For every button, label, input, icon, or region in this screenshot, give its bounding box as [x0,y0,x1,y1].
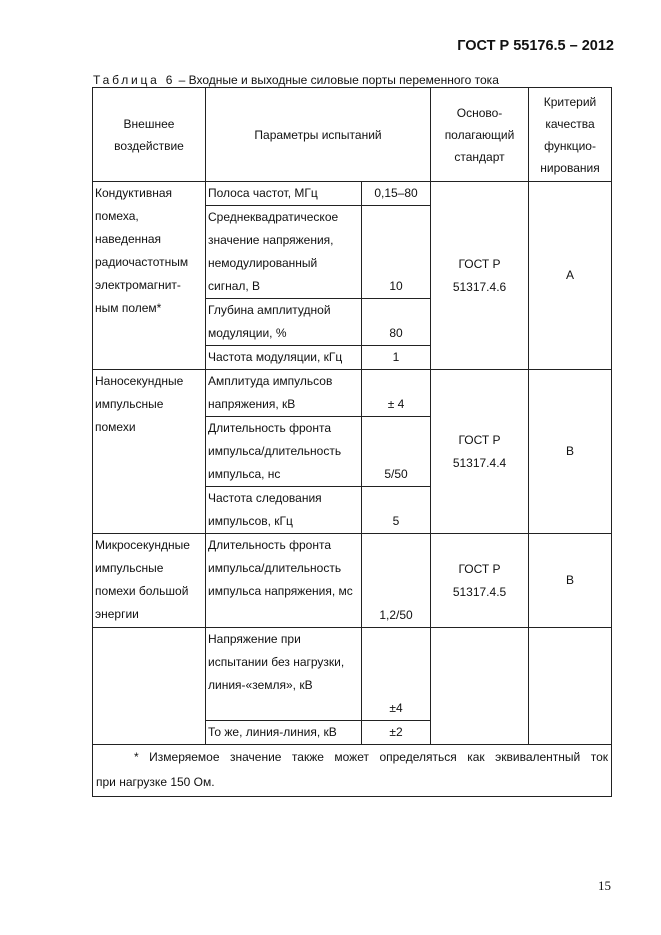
document-id: ГОСТ Р 55176.5 – 2012 [457,38,614,54]
param-cell: Полоса частот, МГц [206,182,362,206]
table-row [93,628,612,721]
param-cell: Длительность фронта импульса/длительность импульса, нс [206,417,362,487]
value-cell: 1 [362,346,431,370]
column-header-criterion: Критерий качества функцио-нирования [529,88,612,182]
standard-cell: ГОСТ Р 51317.4.4 [431,370,529,534]
value-cell: 10 [362,206,431,299]
footnote-line-2: при нагрузке 150 Ом. [96,775,215,789]
column-header-standard: Осново-полагающий стандарт [431,88,529,182]
param-cell: Среднеквадратическое значение напряжения, немодулированный сигнал, В [206,206,362,299]
column-header-params: Параметры испытаний [206,88,431,182]
param-cell: Амплитуда импульсов напряжения, кВ [206,370,362,417]
value-cell: 80 [362,299,431,346]
standard-cell: ГОСТ Р 51317.4.6 [431,182,529,370]
table-header-row [93,88,612,182]
param-cell: Частота модуляции, кГц [206,346,362,370]
table-row [93,182,612,206]
value-cell: ±4 [362,628,431,721]
standard-cell: ГОСТ Р 51317.4.5 [431,534,529,628]
value-cell: ±2 [362,721,431,745]
value-cell: 5 [362,487,431,534]
table-row [93,370,612,417]
effect-cell: Микросекундные импульсные помехи большой энергии [93,534,206,628]
value-cell: 0,15–80 [362,182,431,206]
param-cell: Длительность фронта импульса/длительность импульса напряжения, мс [206,534,362,628]
param-cell: Частота следования импульсов, кГц [206,487,362,534]
table-caption [93,73,499,87]
table-caption-text: – Входные и выходные силовые порты переменного тока [175,73,499,87]
page-number: 15 [598,878,611,893]
value-cell: ± 4 [362,370,431,417]
footnote [93,745,612,797]
param-cell: Напряжение при испытании без нагрузки, линия-«земля», кВ [206,628,362,721]
footnote-row [93,745,612,797]
standard-cell [431,628,529,745]
table-caption-label: Таблица 6 [93,73,176,87]
table-row [93,534,612,628]
effect-cell: Кондуктивная помеха, наведенная радиочастотным электромагнит-ным полем* [93,182,206,370]
effect-cell: Наносекундные импульсные помехи [93,370,206,534]
criterion-cell: A [529,182,612,370]
param-cell: То же, линия-линия, кВ [206,721,362,745]
criterion-cell: B [529,534,612,628]
value-cell: 1,2/50 [362,534,431,628]
criterion-cell: B [529,370,612,534]
test-parameters-table [92,87,612,797]
column-header-effect: Внешнее воздействие [93,88,206,182]
param-cell: Глубина амплитудной модуляции, % [206,299,362,346]
value-cell: 5/50 [362,417,431,487]
footnote-line-1: * Измеряемое значение также может определяться как эквивалентный ток [134,750,609,764]
effect-cell [93,628,206,745]
criterion-cell [529,628,612,745]
